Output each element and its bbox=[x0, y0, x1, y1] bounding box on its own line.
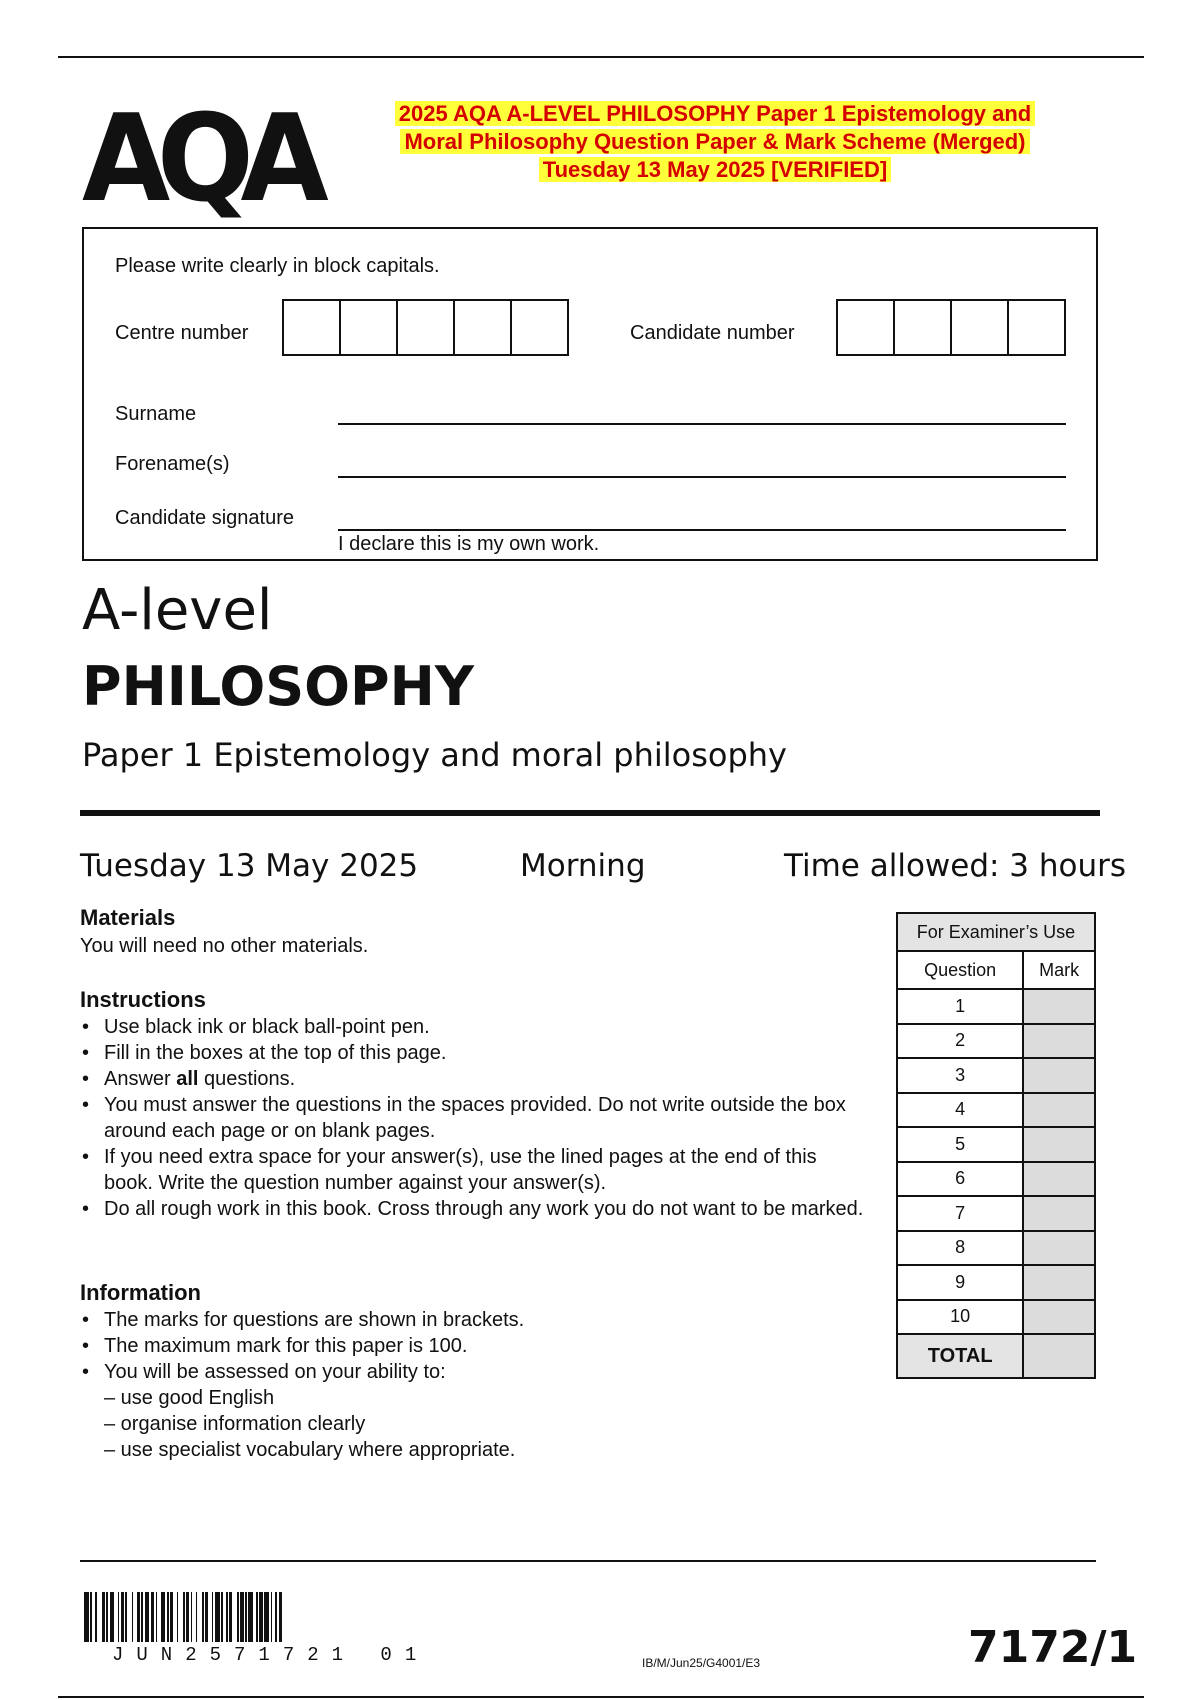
title-banner bbox=[340, 100, 1090, 184]
list-item: – organise information clearly bbox=[104, 1413, 366, 1435]
list-item: • Fill in the boxes at the top of this page. bbox=[80, 1040, 870, 1066]
forename-field[interactable] bbox=[338, 476, 1066, 478]
list-item: • The marks for questions are shown in brackets. bbox=[80, 1307, 870, 1333]
answer-emphasis: all bbox=[176, 1068, 199, 1090]
table-row bbox=[897, 1231, 1095, 1266]
list-item: • The maximum mark for this paper is 100. bbox=[80, 1333, 870, 1359]
time-allowed: Time allowed: 3 hours bbox=[784, 848, 1127, 884]
question-column-header: Question bbox=[897, 951, 1023, 989]
answer-prefix: Answer bbox=[104, 1068, 177, 1090]
bottom-rule bbox=[58, 1696, 1144, 1698]
list-item bbox=[80, 1066, 870, 1092]
table-row bbox=[897, 989, 1095, 1024]
candidate-digit-box[interactable] bbox=[952, 299, 1009, 356]
question-number: 2 bbox=[897, 1024, 1023, 1059]
centre-digit-box[interactable] bbox=[455, 299, 512, 356]
table-row bbox=[897, 1093, 1095, 1128]
mark-cell[interactable] bbox=[1023, 1162, 1095, 1197]
information-heading: Information bbox=[80, 1280, 201, 1305]
centre-digit-box[interactable] bbox=[398, 299, 455, 356]
banner-line-1: 2025 AQA A-LEVEL PHILOSOPHY Paper 1 Epistemology and bbox=[395, 101, 1035, 126]
question-number: 7 bbox=[897, 1196, 1023, 1231]
surname-label: Surname bbox=[115, 403, 197, 425]
aqa-logo: AQA bbox=[82, 90, 316, 229]
declaration-text: I declare this is my own work. bbox=[338, 533, 600, 555]
materials-heading: Materials bbox=[80, 905, 176, 930]
question-number: 4 bbox=[897, 1093, 1023, 1128]
table-row bbox=[897, 1265, 1095, 1300]
list-item: • Do all rough work in this book. Cross through any work you do not want to be marked. bbox=[80, 1196, 870, 1222]
examiners-use-table bbox=[896, 912, 1096, 1379]
paper-code: 7172/1 bbox=[968, 1622, 1138, 1673]
answer-suffix: questions. bbox=[198, 1068, 296, 1090]
centre-number-label: Centre number bbox=[115, 322, 249, 344]
mark-cell[interactable] bbox=[1023, 1300, 1095, 1335]
list-item: • Use black ink or black ball-point pen. bbox=[80, 1014, 870, 1040]
question-number: 5 bbox=[897, 1127, 1023, 1162]
candidate-number-label: Candidate number bbox=[630, 322, 795, 344]
signature-field[interactable] bbox=[338, 529, 1066, 531]
top-rule bbox=[58, 56, 1144, 58]
banner-line-2: Moral Philosophy Question Paper & Mark Scheme (Merged) bbox=[400, 129, 1029, 154]
mark-cell[interactable] bbox=[1023, 1231, 1095, 1266]
centre-digit-box[interactable] bbox=[284, 299, 341, 356]
question-number: 6 bbox=[897, 1162, 1023, 1197]
barcode bbox=[84, 1592, 287, 1642]
total-label: TOTAL bbox=[897, 1334, 1023, 1378]
assessment-criteria bbox=[104, 1385, 870, 1463]
exam-date: Tuesday 13 May 2025 bbox=[80, 848, 419, 884]
footer-rule bbox=[80, 1560, 1096, 1562]
exam-session: Morning bbox=[520, 848, 646, 884]
centre-digit-box[interactable] bbox=[512, 299, 569, 356]
list-item: – use good English bbox=[104, 1387, 275, 1409]
total-row bbox=[897, 1334, 1095, 1378]
mark-cell[interactable] bbox=[1023, 1127, 1095, 1162]
barcode-bar bbox=[282, 1592, 287, 1642]
mark-cell[interactable] bbox=[1023, 1265, 1095, 1300]
candidate-digit-box[interactable] bbox=[895, 299, 952, 356]
total-mark-cell[interactable] bbox=[1023, 1334, 1095, 1378]
instructions-list bbox=[80, 1014, 870, 1222]
document-reference: IB/M/Jun25/G4001/E3 bbox=[642, 1656, 761, 1670]
mark-cell[interactable] bbox=[1023, 1196, 1095, 1231]
table-row bbox=[897, 1058, 1095, 1093]
table-row bbox=[897, 1162, 1095, 1197]
candidate-details-box bbox=[82, 227, 1098, 561]
list-item: – use specialist vocabulary where appropriate. bbox=[104, 1439, 516, 1461]
signature-label: Candidate signature bbox=[115, 507, 295, 529]
information-list bbox=[80, 1307, 870, 1463]
mark-cell[interactable] bbox=[1023, 1024, 1095, 1059]
question-number: 1 bbox=[897, 989, 1023, 1024]
candidate-digit-box[interactable] bbox=[1009, 299, 1066, 356]
instructions-heading: Instructions bbox=[80, 987, 206, 1012]
barcode-text: JUN2571721 01 bbox=[112, 1644, 430, 1666]
centre-digit-box[interactable] bbox=[341, 299, 398, 356]
question-number: 9 bbox=[897, 1265, 1023, 1300]
question-number: 10 bbox=[897, 1300, 1023, 1335]
table-row bbox=[897, 1196, 1095, 1231]
banner-line-3: Tuesday 13 May 2025 [VERIFIED] bbox=[539, 157, 891, 182]
question-number: 3 bbox=[897, 1058, 1023, 1093]
surname-field[interactable] bbox=[338, 423, 1066, 425]
title-divider bbox=[80, 810, 1100, 816]
list-item: • You must answer the questions in the spaces provided. Do not write outside the box around each page or on blank pages. bbox=[80, 1092, 870, 1144]
forename-label: Forename(s) bbox=[115, 453, 230, 475]
examiners-use-title: For Examiner’s Use bbox=[897, 913, 1095, 951]
mark-cell[interactable] bbox=[1023, 989, 1095, 1024]
table-row bbox=[897, 1024, 1095, 1059]
mark-cell[interactable] bbox=[1023, 1093, 1095, 1128]
paper-title: Paper 1 Epistemology and moral philosophy bbox=[82, 736, 787, 774]
candidate-number-boxes[interactable] bbox=[836, 299, 1066, 356]
subject-title: PHILOSOPHY bbox=[82, 655, 474, 718]
assessment-intro: You will be assessed on your ability to: bbox=[104, 1361, 446, 1383]
table-row bbox=[897, 1300, 1095, 1335]
materials-text: You will need no other materials. bbox=[80, 935, 369, 957]
table-row bbox=[897, 1127, 1095, 1162]
list-item: • If you need extra space for your answer(s), use the lined pages at the end of this book. Write the question number against your answer(s). bbox=[80, 1144, 870, 1196]
question-number: 8 bbox=[897, 1231, 1023, 1266]
list-item bbox=[80, 1359, 870, 1463]
centre-number-boxes[interactable] bbox=[282, 299, 569, 356]
block-capitals-instruction: Please write clearly in block capitals. bbox=[115, 255, 440, 277]
qualification-level: A-level bbox=[82, 578, 273, 643]
mark-cell[interactable] bbox=[1023, 1058, 1095, 1093]
candidate-digit-box[interactable] bbox=[838, 299, 895, 356]
mark-column-header: Mark bbox=[1023, 951, 1095, 989]
